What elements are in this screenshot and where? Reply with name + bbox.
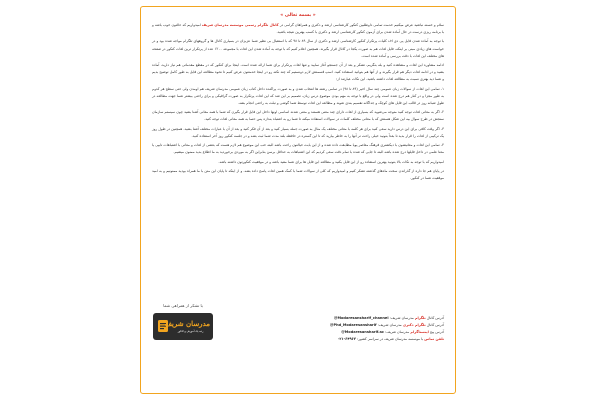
contact-row	[234, 336, 444, 343]
logo-subtitle: رتبه یک آموزش و کنکور	[177, 330, 204, 333]
contact-row	[234, 315, 444, 322]
thanks-note: با تشکر از همراهی شما	[163, 303, 203, 308]
paragraph: ۳- اگر وقت کافی برای این درس دارید سعی کنید برای هر کلمه با معانی مختلف یک مثال به صورت جمله بسیار کنید و بعد از آن فکر کنید و بعد از آن با عبارات مختلف آشنا بشید. همچنین در طول روز یک ترکیبی از لغات را قرار بدید تا بعداً بتونید خیلی راحت تر آنها را به خاطر بیارید که تا این گستره در حافظه بلند مدت شما ثبت بشه و در جلسه کنکور روز آخر استفاده کنید.	[152, 126, 444, 138]
contact-row	[234, 329, 444, 336]
phone-number-link[interactable]: ۰۲۱-۶۴۹۶۳	[337, 337, 356, 342]
channel-name[interactable]: کانال تلگرام رسمی موسسه مدرسان شریف	[201, 23, 279, 27]
contact-label: آدرس کانال	[425, 323, 444, 328]
paragraph: با توجه به آماده شدن فایل پی دی اف کلیات پرتکرار کنکور کارشناسی ارشد و دکتری از سال ۸۹ تا ۹۸ که با استقبال بی نظیر شما عزیزان در بسیاری کانال ها و گروههای تلگرام مواجه شده بود و در خواست های زیادی مبنی بر اینکه، فایل لغات هم به صورت یکجا در کانال قرار بگیرند. همچنین اعلام کنیم که با توجه به آماده شدن این لغات با مجموعه ۱۲۰۰ عدد از پرتکرار ترین لغات کنکور در صفحه های مختلف این لغات با دقت بررسی و آماده شده است.	[152, 39, 445, 58]
document-heading: « بسمه تعالی »	[280, 13, 316, 18]
paragraph: ۴- تمامی این لغات و معانیشون با دیکشنری فرهنگ معاصر پویا مطابقت داده شده و از این بابت خیالتون راحت باشه البته خب این موضوع هم لازم هست که بعضی از لغات و معانی با اشتباهات تایپی یا معنا علمی در داخل فایلها درج شده باشه البته تا جایی که شده با تمام دقت سعی کردیم که این اشتباهات به حداقل برسن بنابراین اگر به موردی برخوردید به ما اطلاع بدید ممنون میشیم.	[152, 143, 444, 155]
paragraph: ادامه مشاوره این لغات و مشاهده کنید و بله بنگریم، تشکر و بعد از آن جستجو آغاز نمایید و تنها لغات پرتکرار برای شما ارائه شده است. اینجا برای کنکور که در مقطع مقدماتی هم نیاز دارید، آماده بشید و در ادامه لغات دیگر هم قرار بگیرند و از آنها هم بتوانید استفاده کنید. اسپ قسمتش لازم دونستیم که چند نکته رو در اینجا خدمتتون عرض کنیم تا نحوه مطالعه این فایل به طور کامل توضیح بدیم و شما دید بهتری نسبت به مطالعه لغات داشته باشید. این نکات عبارتند از:	[152, 63, 444, 82]
contact-service: تلگرام دکتری	[402, 323, 426, 328]
logo-name: مدرسان شریف	[164, 319, 210, 328]
contact-row	[234, 322, 444, 329]
brand-logo	[153, 313, 213, 340]
document-body	[152, 22, 444, 184]
intro-text-end: امیدواریم که حالتون خوب باشه و با برنامه ریزی درست در حال آماده شدن برای آزمون کنکور کارشناسی ارشد و دکتری با کسب بهترین نتیجه باشید.	[152, 23, 444, 35]
contact-service: تلگرام	[414, 316, 426, 320]
paragraph: ۱- تمامی این لغات از سوالات زبان عمومی چند سال اخیر (۸۹ تا ۹۸) در تمامی رشته ها انتخاب شدن و به صورت پراکنده داخل کتاب زبان عمومی مدرسان شریف هم اومدن ولی حتی سطح هر کدوم به طور مجزا و در کنار هم درج شده است ولی در واقع با توجه به مهم بودن موضوع درس زبان، تصمیم بر این شد که این لغات پرتکرار به صورت گرافیکی و برای راحتی بیشتر شما جهت مطالعه در طول شبانه روز در قالب این فایل های کوچک و جداگانه تقسیم بندی شوند و مطالعه این لغات توسط شما گوشی و تبلت به راحتی انجام بشه.	[152, 86, 444, 105]
document-frame	[140, 6, 456, 394]
contact-service: اینستاگرام	[410, 330, 429, 335]
telegram-phd-link[interactable]: @Phd_Modaresansharif	[329, 323, 377, 328]
contact-mid: مدرسان شریف:	[388, 316, 415, 320]
contact-list	[234, 315, 444, 343]
paragraph: در پایان هم جا داره از گذراندن سخت ماه‌های گذشته تشکر کنیم و امیدواریم که کلی از سوالات شما با کمک همین لغات پاسخ داده بشه. و از اینکه تا پایان این متن با ما همراه بودید ممنونیم و به امید موفقیت شما در کنکور.	[152, 168, 444, 181]
intro-text-start: سلام و خسته نباشید عرض میکنیم خدمت تمامی داوطلبین کنکور کارشناسی ارشد و دکتری و همراهان گرامی در	[278, 23, 444, 27]
contact-mid: مدرسان شریف:	[384, 330, 411, 335]
telegram-channel-link[interactable]: @Modaresansharif_channel	[333, 316, 389, 320]
paragraph: ۲- اگر به معانی لغات توجه کنید متوجه می‌شوید که بسیاری از لغات دارای چند معنی هستند و معنی شدند اساسی اونها داخل این فایل قرار بگیرن که شما با همه معانی آشنا بشید چون سیستم سازمان سنجش در طرح سوال بیه این شکل هستش که با معانی مختلف کلمات در سوالات استفاده میکنه تا شما رو به اشتباه بندازه پس حتما به همه معانی لغات توجه کنید.	[152, 110, 444, 122]
instagram-page-link[interactable]: @Modaresansharif.ac	[341, 330, 385, 335]
contact-label: آدرس کانال	[425, 316, 444, 320]
contact-label: آدرس پیج	[428, 330, 444, 335]
contact-mid: با موسسه مدرسان شریف در سراسر کشور:	[355, 337, 425, 342]
paragraph: امیدواریم که با توجه به نکات بالا بتونید بهترین استفاده رو از این فایل بکنید و مطالعه این فایل ها برای شما مفید باشه و در موفقیت کنکورتون داشته باشه.	[218, 159, 444, 164]
contact-mid: مدرسان شریف:	[376, 323, 403, 328]
intro-paragraph	[152, 22, 444, 36]
contact-service: تلفن تماس	[424, 337, 444, 342]
